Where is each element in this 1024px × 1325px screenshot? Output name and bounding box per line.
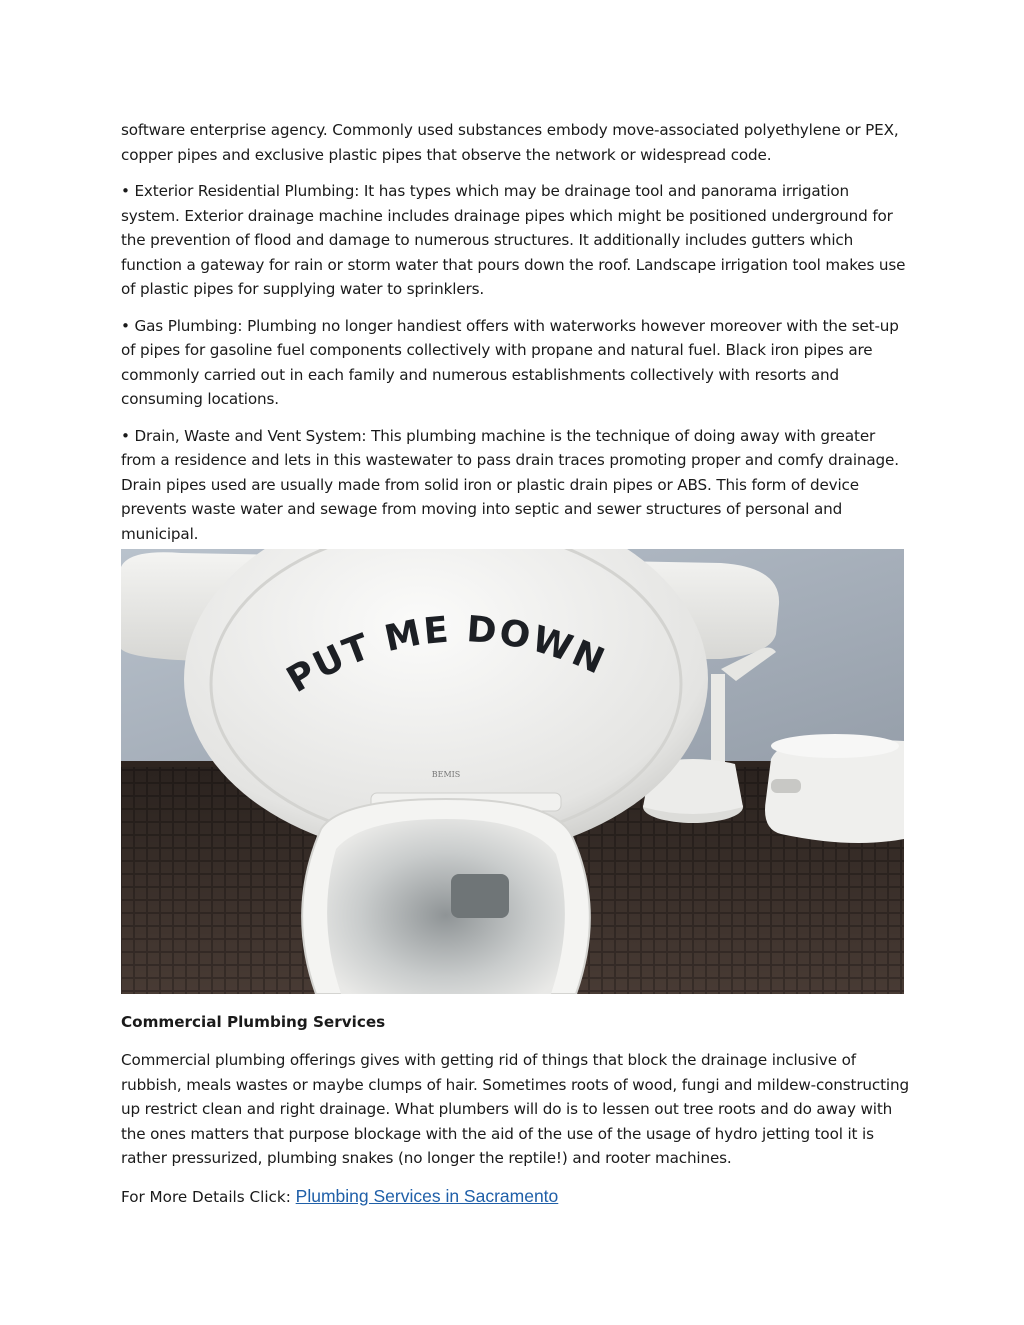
more-details-label: For More Details Click: [121,1187,296,1206]
paragraph-intro: software enterprise agency. Commonly used substances embody move-associated polyethylene or PEX, copper pipes and exclusive plastic pipes that observe the network or widespread code. [121,121,899,164]
section-heading: Commercial Plumbing Services [121,1013,386,1031]
trash-bin [765,734,904,843]
more-details-line [121,1183,911,1210]
paragraph-drain-waste-vent: • Drain, Waste and Vent System: This plumbing machine is the technique of doing away with greater from a residence and lets in this wastewater to pass drain traces promoting proper and comfy drainage. Drain pipes used are usually made from solid iron or plastic drain pipes or ABS. This form of device prevents waste water and sewage from moving into septic and sewer structures of personal and municipal. [121,426,899,543]
paragraph-exterior-plumbing: • Exterior Residential Plumbing: It has types which may be drainage tool and panorama irrigation system. Exterior drainage machine includes drainage pipes which might be positioned underground for the prevention of flood and damage to numerous structures. It additionally includes gutters which function a gateway for rain or storm water that pours down the roof. Landscape irrigation tool makes use of plastic pipes for supplying water to sprinklers. [121,182,906,298]
lid-decal-text: PUT ME DOWN [280,609,612,702]
document-page [121,118,911,1210]
toilet-drain [451,874,509,918]
section-body: Commercial plumbing offerings gives with getting rid of things that block the drainage inclusive of rubbish, meals wastes or maybe clumps of hair. Sometimes roots of wood, fungi and mildew-constructing up restrict clean and right drainage. What plumbers will do is to lessen out tree roots and do away with the ones matters that purpose blockage with the aid of the use of the usage of hydro jetting tool it is rather pressurized, plumbing snakes (no longer the reptile!) and rooter machines. [121,1051,909,1167]
toilet-photo [121,549,904,994]
paragraph-gas-plumbing: • Gas Plumbing: Plumbing no longer handiest offers with waterworks however moreover with the set-up of pipes for gasoline fuel components collectively with propane and natural fuel. Black iron pipes are commonly carried out in each family and numerous establishments collectively with resorts and consuming locations. [121,316,899,408]
plumbing-services-link[interactable]: Plumbing Services in Sacramento [295,1185,559,1206]
lid-brand-mark: BEMIS [431,770,461,779]
